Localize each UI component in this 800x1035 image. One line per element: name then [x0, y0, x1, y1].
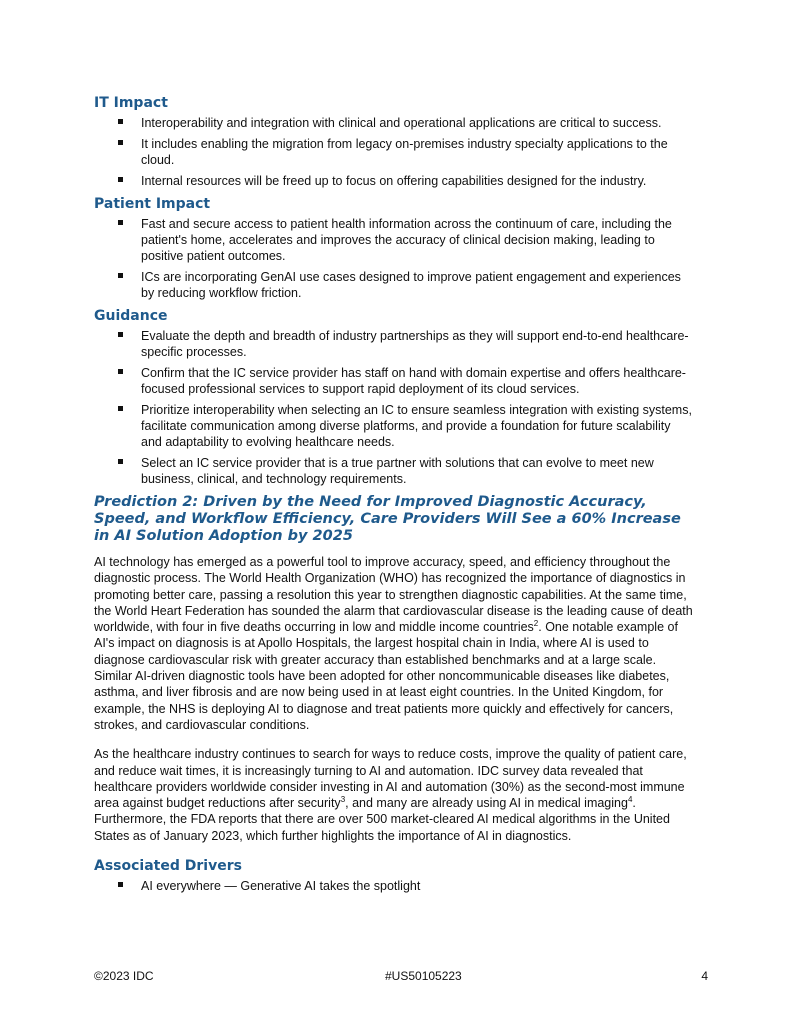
list-item — [94, 216, 694, 264]
list-item-text: Prioritize interoperability when selecting an IC to ensure seamless integration with existing systems, facilitate communication among diverse platforms, and provide a foundation for future scalability and adaptability to evolving healthcare needs. — [141, 403, 692, 449]
patient-impact-heading: Patient Impact — [94, 196, 211, 212]
list-item — [94, 365, 694, 397]
list-item-text: Evaluate the depth and breadth of industry partnerships as they will support end-to-end healthcare-specific processes. — [141, 329, 689, 359]
footer-copyright: ©2023 IDC — [94, 969, 154, 983]
paragraph-text: As the healthcare industry continues to search for ways to reduce costs, improve the quality of patient care, and reduce wait times, it is increasingly turning to AI and automation. IDC survey data revealed that healthcare providers worldwide consider investing in AI and automation (30%) as the second-most immune area against budget reductions after security — [94, 747, 687, 811]
list-item-text: Interoperability and integration with clinical and operational applications are critical to success. — [141, 116, 662, 130]
bullet-icon — [118, 332, 123, 337]
bullet-icon — [118, 119, 123, 124]
prediction-paragraph-1 — [94, 554, 694, 733]
list-item-text: It includes enabling the migration from legacy on-premises industry specialty applications to the cloud. — [141, 137, 668, 167]
associated-drivers-list — [94, 878, 694, 894]
driver-text: Generative AI takes the spotlight — [236, 879, 421, 894]
bullet-icon — [118, 140, 123, 145]
footer-document-id: #US50105223 — [385, 969, 462, 983]
footnote-ref: 3 — [340, 795, 346, 804]
bullet-icon — [118, 177, 123, 182]
prediction-title: Prediction 2: Driven by the Need for Improved Diagnostic Accuracy, Speed, and Workflow Efficiency, Care Providers Will See a 60% Increase in AI Solution Adoption by 2025 — [94, 494, 681, 544]
bullet-icon — [118, 220, 123, 225]
list-item — [94, 402, 694, 450]
list-item — [94, 173, 694, 189]
bullet-icon — [118, 273, 123, 278]
footer-page-number: 4 — [701, 969, 708, 983]
patient-impact-list — [94, 216, 694, 301]
list-item — [94, 328, 694, 360]
guidance-list — [94, 328, 694, 487]
bullet-icon — [118, 882, 123, 887]
footnote-ref: 4 — [627, 795, 633, 804]
guidance-heading: Guidance — [94, 308, 168, 324]
paragraph-text: . Furthermore, the FDA reports that there are over 500 market-cleared AI medical algorithms in the United States as of January 2023, which further highlights the importance of AI in diagnostics. — [94, 796, 670, 843]
page-footer — [94, 969, 708, 985]
list-item-text: Fast and secure access to patient health information across the continuum of care, including the patient's home, accelerates and improves the accuracy of clinical decision making, leading to positive patient outcomes. — [141, 217, 672, 263]
list-item-text: Confirm that the IC service provider has staff on hand with domain expertise and offers healthcare-focused professional services to support rapid deployment of its cloud services. — [141, 366, 686, 396]
paragraph-text: AI technology has emerged as a powerful tool to improve accuracy, speed, and efficiency throughout the diagnostic process. The World Health Organization (WHO) has recognized the importance of diagnostics in promoting better care, passing a resolution this year to strengthen diagnostic capabilities. At the same time, the World Heart Federation has sounded the alarm that cardiovascular disease is the leading cause of death worldwide, with four in five deaths occurring in low and middle income countries — [94, 555, 693, 635]
paragraph-text: . One notable example of AI's impact on diagnosis is at Apollo Hospitals, the largest hospital chain in India, where AI is used to diagnose cardiovascular risk with greater accuracy than established benchmarks and at a large scale. Similar AI-driven diagnostic tools have been adopted for other noncommunicable diseases like diabetes, asthma, and liver fibrosis and are now being used in at least eight countries. In the United Kingdom, for example, the NHS is deploying AI to diagnose and treat patients more quickly and effectively for cancers, strokes, and cardiovascular conditions. — [94, 620, 678, 732]
bullet-icon — [118, 369, 123, 374]
list-item — [94, 455, 694, 487]
list-item-text: ICs are incorporating GenAI use cases designed to improve patient engagement and experiences by reducing workflow friction. — [141, 270, 681, 300]
it-impact-list — [94, 115, 694, 189]
driver-label: AI everywhere — — [141, 879, 237, 894]
bullet-icon — [118, 459, 123, 464]
page-content — [94, 94, 694, 894]
list-item — [94, 269, 694, 301]
list-item — [94, 136, 694, 168]
list-item-text: Internal resources will be freed up to focus on offering capabilities designed for the industry. — [141, 174, 647, 188]
paragraph-text: , and many are already using AI in medical imaging — [345, 796, 628, 811]
list-item — [94, 878, 694, 894]
it-impact-heading: IT Impact — [94, 95, 168, 111]
list-item-text: Select an IC service provider that is a true partner with solutions that can evolve to meet new business, clinical, and technology requirements. — [141, 456, 654, 486]
list-item — [94, 115, 694, 131]
prediction-paragraph-2 — [94, 746, 694, 844]
associated-drivers-heading: Associated Drivers — [94, 858, 242, 875]
bullet-icon — [118, 406, 123, 411]
footnote-ref: 2 — [533, 619, 539, 629]
